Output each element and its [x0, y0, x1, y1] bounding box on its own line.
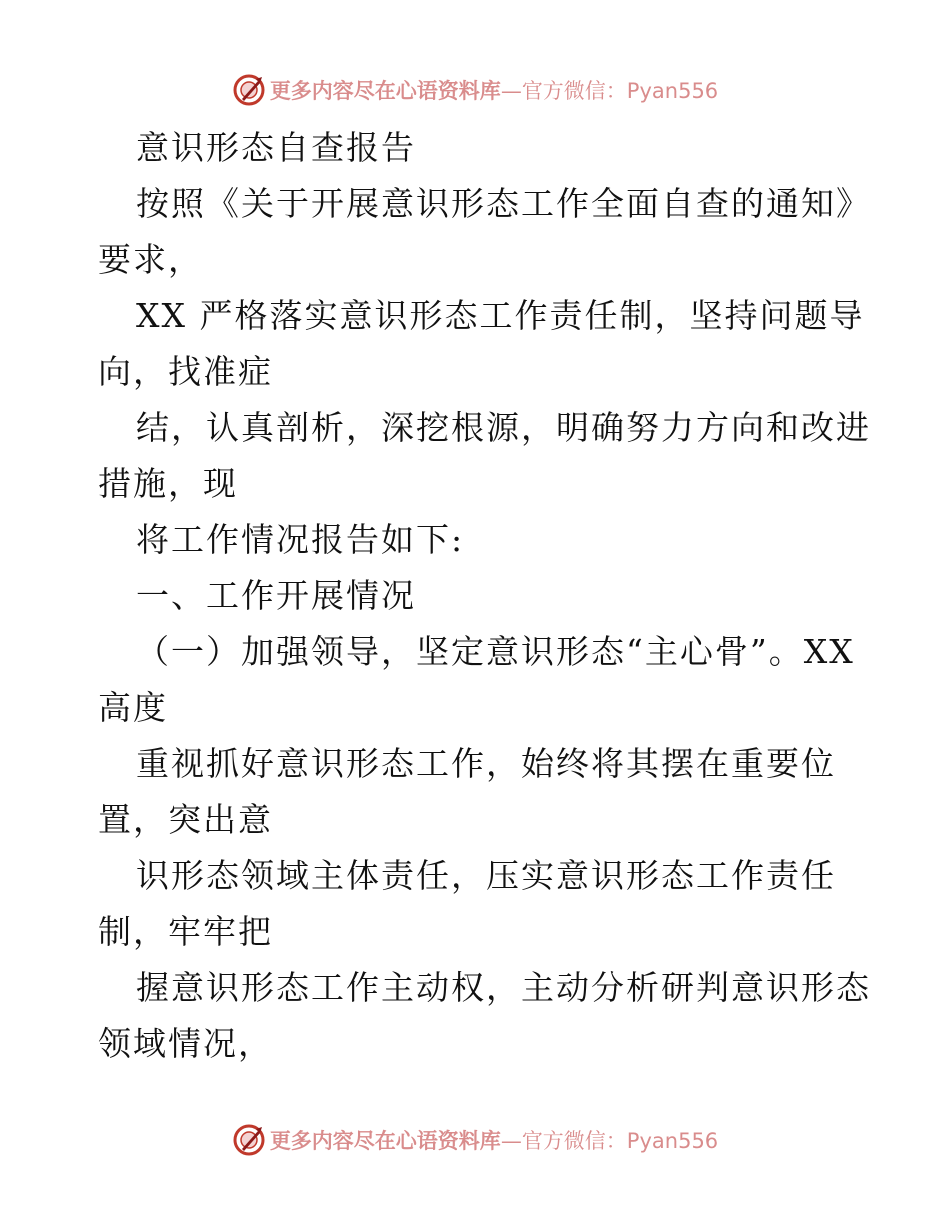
document-line: 一、工作开展情况 — [136, 576, 416, 615]
document-line: 措施，现 — [98, 464, 238, 503]
document-line: XX 严格落实意识形态工作责任制，坚持问题导 — [136, 296, 865, 335]
footer-watermark — [0, 1120, 950, 1160]
watermark-text — [270, 1125, 718, 1155]
document-line: （一）加强领导，坚定意识形态“主心骨”。XX — [136, 632, 855, 671]
document-line: 高度 — [98, 688, 168, 727]
document-line: 将工作情况报告如下: — [136, 520, 465, 559]
document-body — [98, 120, 871, 1072]
document-line: 领域情况， — [98, 1024, 273, 1063]
document-line: 握意识形态工作主动权，主动分析研判意识形态 — [136, 968, 871, 1007]
watermark-dash: — — [500, 1129, 522, 1153]
header-watermark — [0, 70, 950, 110]
document-line: 置，突出意 — [98, 800, 273, 839]
document-line: 要求， — [98, 240, 203, 279]
watermark-brand: 更多内容尽在心语资料库 — [269, 1129, 501, 1153]
document-line: 结，认真剖析，深挖根源，明确努力方向和改进 — [136, 408, 871, 447]
watermark-suffix: 官方微信：Pyan556 — [521, 79, 719, 103]
brand-logo-icon — [232, 73, 266, 107]
document-line: 向，找准症 — [98, 352, 273, 391]
brand-logo-icon — [232, 1123, 266, 1157]
watermark-text — [270, 75, 718, 105]
watermark-dash: — — [500, 79, 522, 103]
watermark-suffix: 官方微信：Pyan556 — [521, 1129, 719, 1153]
document-line: 重视抓好意识形态工作，始终将其摆在重要位 — [136, 744, 836, 783]
document-line: 制，牢牢把 — [98, 912, 273, 951]
document-line: 按照《关于开展意识形态工作全面自查的通知》 — [136, 184, 871, 223]
document-line: 识形态领域主体责任，压实意识形态工作责任 — [136, 856, 836, 895]
document-line: 意识形态自查报告 — [136, 128, 416, 167]
watermark-brand: 更多内容尽在心语资料库 — [269, 79, 501, 103]
